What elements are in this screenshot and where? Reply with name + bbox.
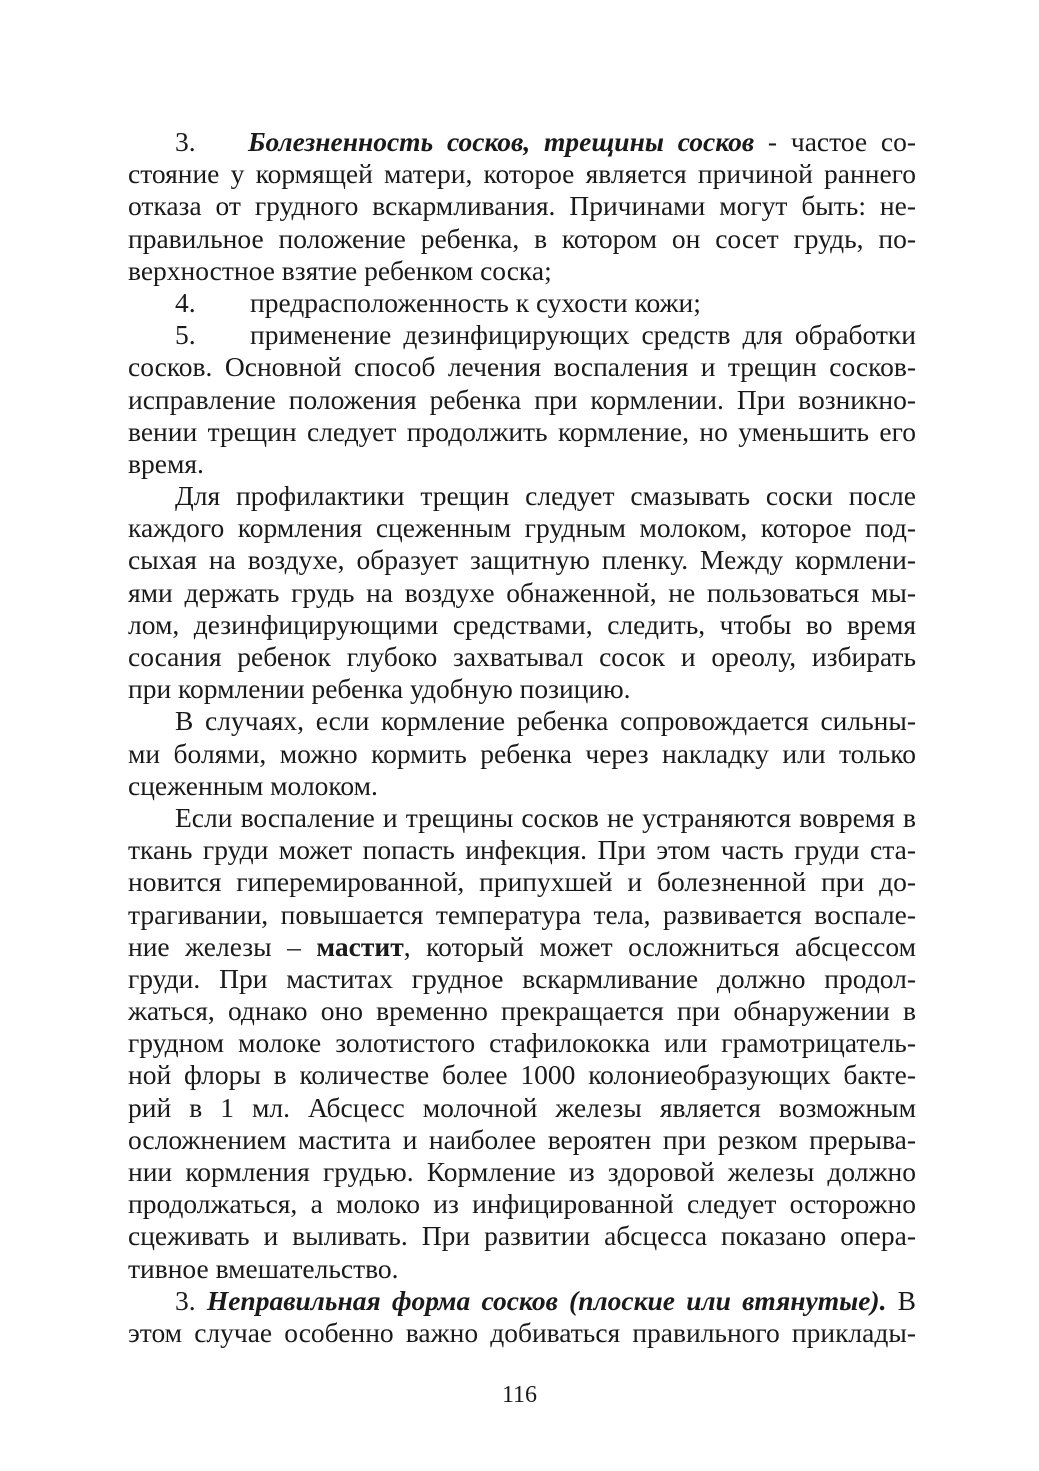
list-item-4 bbox=[128, 287, 916, 319]
text-line: правильное положение ребенка, в котором он сосет грудь, по- bbox=[128, 222, 916, 254]
text-line bbox=[128, 126, 916, 158]
text-line: стояние у кормящей матери, которое является причиной раннего bbox=[128, 158, 916, 190]
list-number: 3. bbox=[175, 1284, 196, 1316]
text-line: ткань груди может попасть инфекция. При этом часть груди ста- bbox=[128, 834, 916, 866]
text-fragment: - частое со- bbox=[754, 126, 916, 157]
paragraph-pain bbox=[128, 705, 916, 802]
text-line: В случаях, если кормление ребенка сопровождается сильны- bbox=[175, 705, 916, 737]
text-line: время. bbox=[128, 447, 204, 479]
text-line: Если воспаление и трещины сосков не устраняются вовремя в bbox=[175, 801, 916, 833]
text-line: каждого кормления сцеженным грудным молоком, которое под- bbox=[128, 512, 916, 544]
text-line: рий в 1 мл. Абсцесс молочной железы является возможным bbox=[128, 1091, 916, 1123]
text-line: жаться, однако оно временно прекращается при обнаружении в bbox=[128, 995, 916, 1027]
text-line: сцеженным молоком. bbox=[128, 769, 378, 801]
text-line: новится гиперемированной, припухшей и болезненной при до- bbox=[128, 866, 916, 898]
text-line: грудном молоке золотистого стафилококка или грамотрицатель- bbox=[128, 1027, 916, 1059]
text-line: сцеживать и выливать. При развитии абсцесса показано опера- bbox=[128, 1220, 916, 1252]
list-number: 3. bbox=[175, 126, 196, 157]
page-number: 116 bbox=[501, 1382, 538, 1408]
paragraph-mastitis bbox=[128, 802, 916, 1285]
text-line: осложнением мастита и наиболее вероятен при резком прерыва- bbox=[128, 1123, 916, 1155]
paragraph-nipple-pain bbox=[128, 126, 916, 287]
text-line: сосков. Основной способ лечения воспаления и трещин сосков- bbox=[128, 351, 916, 383]
bold-italic-term: Неправильная форма сосков (плоские или втянутые). bbox=[206, 1284, 887, 1316]
list-number: 5. bbox=[175, 319, 196, 351]
text-line: ми болями, можно кормить ребенка через накладку или только bbox=[128, 737, 916, 769]
text-line bbox=[128, 931, 916, 963]
text-line: продолжаться, а молоко из инфицированной следует осторожно bbox=[128, 1188, 916, 1220]
page-body bbox=[128, 126, 916, 1349]
text-line: нии кормления грудью. Кормление из здоровой железы должно bbox=[128, 1156, 916, 1187]
text-line: вении трещин следует продолжить кормление, но уменьшить его bbox=[128, 415, 916, 447]
text-line: Для профилактики трещин следует смазывать соски после bbox=[175, 480, 916, 512]
text-fragment: В bbox=[886, 1284, 917, 1316]
text-line: груди. При маститах грудное вскармливание должно продол- bbox=[128, 962, 916, 994]
text-line bbox=[128, 287, 916, 319]
bold-term: мастит bbox=[316, 930, 404, 962]
list-number: 4. bbox=[175, 286, 196, 318]
text-line: отказа от грудного вскармливания. Причинами могут быть: не- bbox=[128, 190, 916, 222]
bold-italic-term: Болезненность сосков, трещины сосков bbox=[248, 126, 755, 157]
text-line: при кормлении ребенка удобную позицию. bbox=[128, 673, 631, 705]
text-fragment: , который может осложниться абсцессом bbox=[403, 930, 916, 962]
text-line: трагивании, повышается температура тела, развивается воспале- bbox=[128, 898, 916, 930]
text-line bbox=[128, 1285, 916, 1317]
text-fragment: предрасположенность к сухости кожи; bbox=[250, 286, 701, 318]
text-line: сосания ребенок глубоко захватывал сосок и ореолу, избирать bbox=[128, 641, 916, 672]
text-fragment: ние железы – bbox=[128, 930, 317, 962]
text-line: этом случае особенно важно добиваться правильного приклады- bbox=[128, 1316, 916, 1348]
text-line: ями держать грудь на воздухе обнаженной, не пользоваться мы- bbox=[128, 576, 916, 608]
text-line: верхностное взятие ребенком соска; bbox=[128, 254, 552, 286]
text-line: ной флоры в количестве более 1000 колониеобразующих бакте- bbox=[128, 1059, 916, 1091]
text-line: тивное вмешательство. bbox=[128, 1252, 399, 1284]
text-line: сыхая на воздухе, образует защитную пленку. Между кормлени- bbox=[128, 544, 916, 576]
text-line: исправление положения ребенка при кормлении. При возникно- bbox=[128, 383, 916, 415]
text-fragment: применение дезинфицирующих средств для обработки bbox=[250, 319, 916, 351]
text-line: лом, дезинфицирующими средствами, следить, чтобы во время bbox=[128, 608, 916, 640]
list-item-5 bbox=[128, 319, 916, 480]
paragraph-prevention bbox=[128, 480, 916, 705]
text-line bbox=[128, 319, 916, 351]
paragraph-nipple-shape bbox=[128, 1285, 916, 1349]
